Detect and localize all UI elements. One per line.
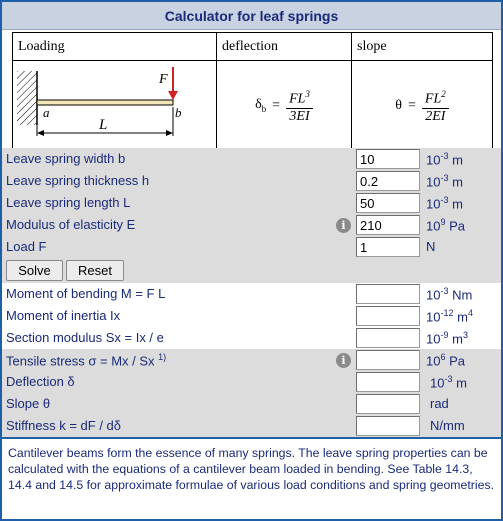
moment-label: Moment of bending M = F L (6, 286, 166, 301)
load-unit: N (426, 239, 436, 254)
info-icon[interactable]: i (336, 218, 351, 233)
loading-diagram-cell (13, 61, 217, 151)
modulus-input[interactable] (356, 215, 420, 235)
width-input[interactable] (356, 149, 420, 169)
thickness-unit: $10^{-3}$ m (426, 173, 463, 190)
output-row-deflection (2, 371, 501, 393)
section-modulus-unit: $10^{-9}$ $m^3$ (426, 330, 468, 347)
fixed-wall-hatch (17, 71, 37, 125)
cantilever-diagram (13, 61, 216, 145)
load-label: Load F (6, 239, 47, 254)
section-modulus-output[interactable] (356, 328, 420, 348)
length-unit: $10^{-3}$ m (426, 195, 463, 212)
output-row-section-modulus (2, 327, 501, 349)
output-row-stiffness (2, 415, 501, 437)
thickness-label: Leave spring thickness h (6, 173, 150, 188)
end-b-label: b (175, 105, 182, 120)
stress-unit: $10^6$ Pa (426, 352, 465, 369)
force-label: F (159, 72, 168, 87)
input-row-thickness (2, 170, 501, 192)
deflection-unit: $10^{-3}$ m (430, 374, 467, 391)
input-row-length (2, 192, 501, 214)
end-a-label: a (43, 105, 50, 120)
output-row-inertia (2, 305, 501, 327)
beam (37, 100, 173, 105)
inertia-output[interactable] (356, 306, 420, 326)
input-row-width (2, 148, 501, 170)
calculator-form (2, 148, 501, 437)
inertia-label: Moment of inertia Ix (6, 308, 121, 323)
stress-label: Tensile stress σ = Mx / Sx $^{1)}$ (6, 352, 167, 369)
moment-unit: $10^{-3}$ Nm (426, 286, 473, 303)
slope-output[interactable] (356, 394, 420, 414)
reset-button[interactable]: Reset (66, 260, 124, 281)
info-icon[interactable]: i (336, 353, 351, 368)
deflection-formula: $\delta_b$ = $\frac{FL^3}{3EI}$ (222, 86, 346, 125)
section-modulus-label: Section modulus Sx = Ix / e (6, 330, 164, 345)
solve-button[interactable]: Solve (6, 260, 63, 281)
output-row-slope (2, 393, 501, 415)
input-row-load (2, 236, 501, 258)
load-input[interactable] (356, 237, 420, 257)
modulus-unit: $10^9$ Pa (426, 217, 465, 234)
input-row-modulus (2, 214, 501, 236)
window-title: Calculator for leaf springs (2, 2, 501, 30)
length-label: L (99, 117, 108, 133)
header-loading: Loading (13, 33, 217, 61)
modulus-label: Modulus of elasticity E (6, 217, 136, 232)
button-row (2, 258, 501, 283)
length-input[interactable] (356, 193, 420, 213)
description-text: Cantilever beams form the essence of many springs. The leave spring properties can be calculated with the equations of a cantilever beam loaded in bending. See Table 14.3, 14.4 and 14.5 for approximate formulae of various load conditions and spring geometries. (2, 437, 501, 519)
load-case-table (12, 32, 493, 151)
stiffness-unit: N/mm (430, 418, 465, 433)
stress-output[interactable] (356, 350, 420, 370)
deflection-formula-cell (217, 61, 352, 151)
inertia-unit: $10^{-12}$ $m^4$ (426, 308, 473, 325)
thickness-input[interactable] (356, 171, 420, 191)
slope-formula-cell (352, 61, 493, 151)
slope-formula: θ = $\frac{FL^2}{2EI}$ (357, 86, 487, 125)
stiffness-output[interactable] (356, 416, 420, 436)
output-row-stress (2, 349, 501, 371)
stiffness-label: Stiffness k = dF / dδ (6, 418, 122, 433)
slope-label: Slope θ (6, 396, 51, 411)
header-deflection: deflection (217, 33, 352, 61)
width-label: Leave spring width b (6, 151, 126, 166)
length-label: Leave spring length L (6, 195, 131, 210)
deflection-output[interactable] (356, 372, 420, 392)
header-slope: slope (352, 33, 493, 61)
width-unit: $10^{-3}$ m (426, 151, 463, 168)
force-arrow-head (168, 91, 178, 100)
deflection-label: Deflection δ (6, 374, 75, 389)
moment-output[interactable] (356, 284, 420, 304)
slope-unit: rad (430, 396, 449, 411)
output-row-moment (2, 283, 501, 305)
